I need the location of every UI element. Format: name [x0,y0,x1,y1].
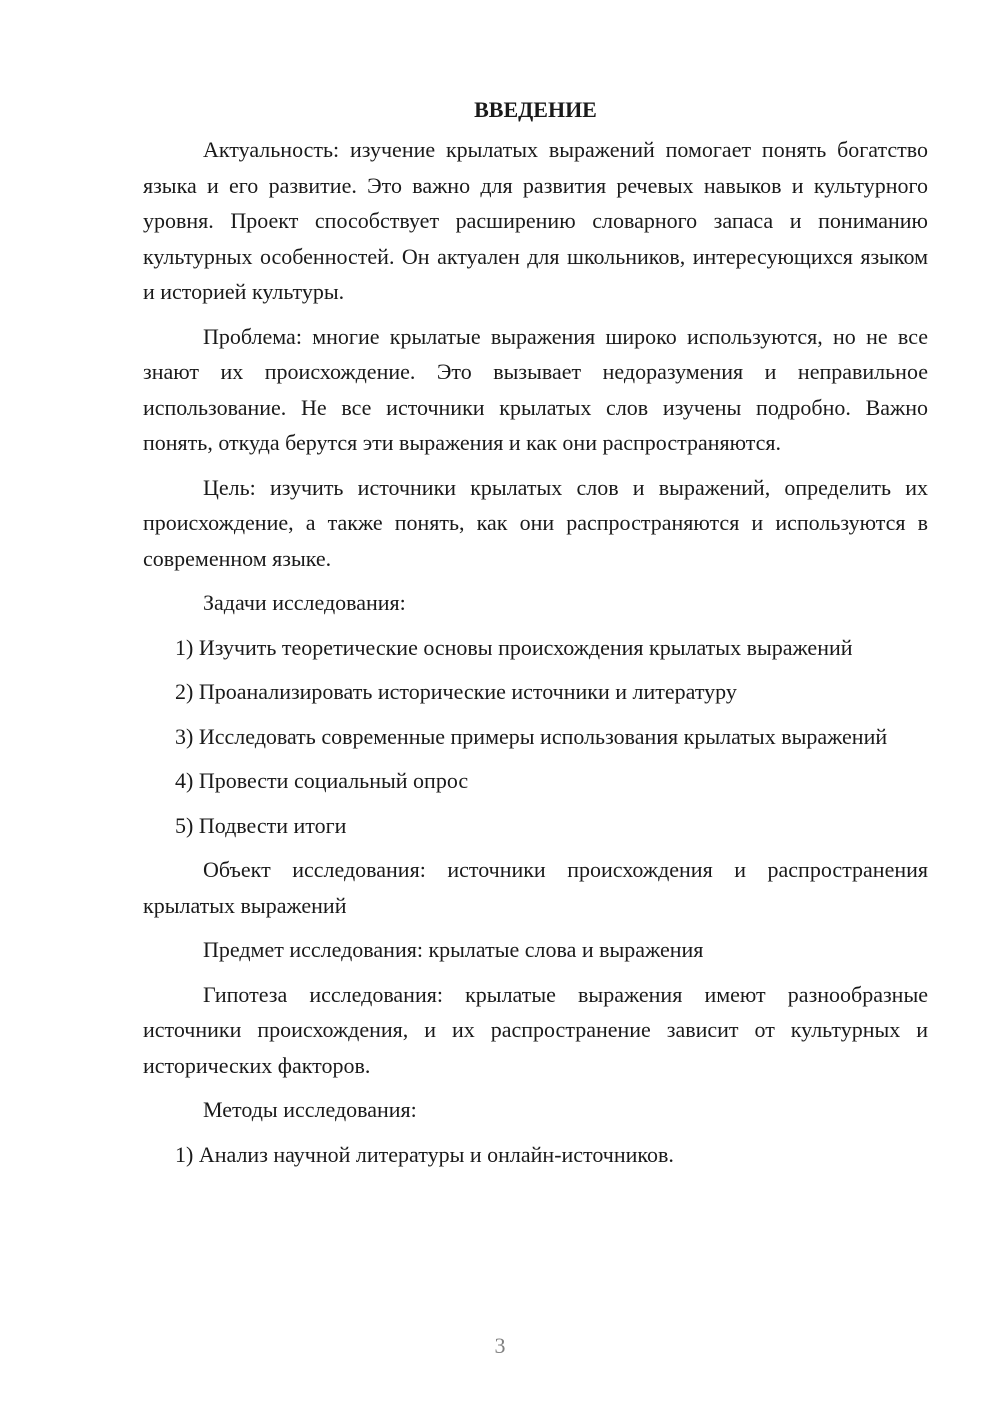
task-item-2: 2) Проанализировать исторические источники и литературу [175,679,737,704]
task-item-3: 3) Исследовать современные примеры использования крылатых выражений [175,723,888,749]
page-title: ВВЕДЕНИЕ [474,97,597,122]
paragraph-object: Объект исследования: источники происхождения и распространения крылатых выражений [143,857,928,918]
task-item-1: 1) Изучить теоретические основы происхождения крылатых выражений [175,634,853,660]
document-page [143,92,928,1181]
tasks-heading: Задачи исследования: [203,590,406,615]
task-item-5: 5) Подвести итоги [175,812,347,838]
task-item-4: 4) Провести социальный опрос [175,768,469,793]
method-item-1: 1) Анализ научной литературы и онлайн-источников. [175,1141,674,1167]
paragraph-relevance: Актуальность: изучение крылатых выражений помогает понять богатство языка и его развитие. Это важно для развития речевых навыков и культурного уровня. Проект способствует расширению словарного запаса и пониманию культурных особенностей. Он актуален для школьников, интересующихся языком и историей культуры. [143,137,928,304]
paragraph-goal: Цель: изучить источники крылатых слов и выражений, определить их происхождение, а также понять, как они распространяются и используются в современном языке. [143,474,928,571]
paragraph-problem: Проблема: многие крылатые выражения широко используются, но не все знают их происхождение. Это вызывает недоразумения и неправильное использование. Не все источники крылатых слов изучены подробно. Важно понять, откуда берутся эти выражения и как они распространяются. [143,323,928,455]
paragraph-subject: Предмет исследования: крылатые слова и выражения [203,937,704,962]
paragraph-hypothesis: Гипотеза исследования: крылатые выражения имеют разнообразные источники происхождения, и их распространение зависит от культурных и исторических факторов. [143,981,928,1078]
methods-heading: Методы исследования: [203,1097,417,1122]
page-number: 3 [494,1333,506,1358]
